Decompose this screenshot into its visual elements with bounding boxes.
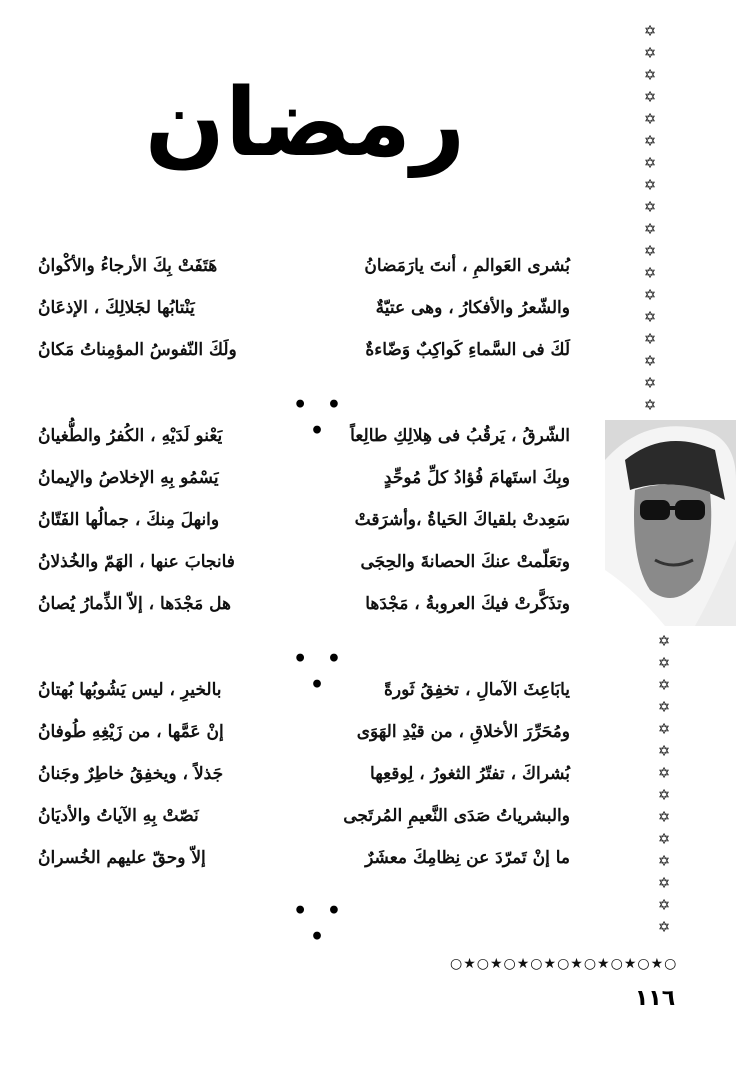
poem-title: رمضان (144, 68, 466, 178)
verse-second-hemistich: يَعْنو لَدَيْهِ ، الكُفرُ والطُّغيانُ (38, 426, 223, 446)
stanza-2 (38, 420, 570, 630)
verse (38, 250, 570, 292)
ornament-row: ○★○★○★○★○★○★○★○★○ (450, 956, 678, 972)
verse-first-hemistich: والشّعرُ والأفكارُ ، وهى عتيّةٌ (375, 298, 570, 318)
verse-first-hemistich: يابَاعِثَ الآمالِ ، تخفِقُ ثَورةً (384, 680, 570, 700)
verse-first-hemistich: لَكَ فى السَّماءِ كَواكِبٌ وَضّاءةٌ (365, 340, 570, 360)
portrait-image (605, 420, 736, 626)
ornament-icon: ✡ (643, 66, 657, 84)
verse (38, 842, 570, 884)
verse (38, 716, 570, 758)
poet-portrait (605, 420, 736, 626)
ornament-icon: ✡ (657, 852, 671, 870)
verse-second-hemistich: ولَكَ النّفوسُ المؤمِناتُ مَكانُ (38, 340, 237, 360)
ornament-border-top (633, 20, 667, 416)
verse (38, 546, 570, 588)
ornament-icon: ✡ (643, 176, 657, 194)
verse-first-hemistich: وتعَلّمتْ عنكَ الحصانةَ والحِجَى (360, 552, 570, 572)
stanza-1 (38, 250, 570, 376)
verse (38, 420, 570, 462)
ornament-icon: ✡ (643, 374, 657, 392)
verse-second-hemistich: هل مَجْدَها ، إلاّ الذِّمارُ يُصانُ (38, 594, 231, 614)
ornament-icon: ✡ (657, 918, 671, 936)
ornament-icon: ✡ (657, 874, 671, 892)
verse-second-hemistich: إلاّ وحقّ عليهم الخُسرانُ (38, 848, 206, 868)
verse-second-hemistich: يَسْمُو بِهِ الإخلاصُ والإيمانُ (38, 468, 219, 488)
ornament-icon: ✡ (657, 830, 671, 848)
stanza-separator: • • • (293, 898, 347, 950)
ornament-icon: ✡ (643, 220, 657, 238)
ornament-icon: ✡ (643, 308, 657, 326)
ornament-icon: ✡ (657, 720, 671, 738)
ornament-icon: ✡ (657, 632, 671, 650)
ornament-icon: ✡ (657, 764, 671, 782)
verse-second-hemistich: فانجابَ عنها ، الهَمّ والخُذلانُ (38, 552, 235, 572)
ornament-icon: ✡ (657, 808, 671, 826)
ornament-icon: ✡ (643, 242, 657, 260)
ornament-icon: ✡ (643, 198, 657, 216)
ornament-icon: ✡ (643, 154, 657, 172)
ornament-icon: ✡ (643, 330, 657, 348)
verse (38, 292, 570, 334)
verse-second-hemistich: إنْ عَمَّها ، من زَيْغِهِ طُوفانُ (38, 722, 224, 742)
stanza-3 (38, 674, 570, 884)
ornament-icon: ✡ (643, 22, 657, 40)
ornament-icon: ✡ (657, 698, 671, 716)
verse (38, 334, 570, 376)
page-number: ١١٦ (634, 986, 676, 1011)
verse-second-hemistich: يَنْتابُها لجَلالِكَ ، الإذعَانُ (38, 298, 195, 318)
ornament-icon: ✡ (643, 110, 657, 128)
verse-second-hemistich: وانهلَ مِنكَ ، جمالُها الفَتّانُ (38, 510, 220, 530)
verse (38, 588, 570, 630)
verse (38, 800, 570, 842)
ornament-icon: ✡ (643, 352, 657, 370)
ornament-icon: ✡ (643, 132, 657, 150)
verse-first-hemistich: بُشرى العَوالمِ ، أنتَ يارَمَضانُ (364, 256, 570, 276)
verse-second-hemistich: بالخيرِ ، ليس يَشُوبُها بُهتانُ (38, 680, 222, 700)
verse-first-hemistich: ومُحَرِّرَ الأخلاقِ ، من قيْدِ الهَوَى (356, 722, 570, 742)
verse-first-hemistich: سَعِدتْ بلقياكَ الحَياةُ ،وأشرَقتْ (354, 510, 570, 530)
stanza-separator: • • • (293, 646, 347, 698)
ornament-icon: ✡ (643, 88, 657, 106)
verse-first-hemistich: بُشراكَ ، تفتّرُ الثغورُ ، لِوقعِها (370, 764, 570, 784)
verse-first-hemistich: ما إنْ تَمرّدَ عن نِظامِكَ معشَرٌ (365, 848, 570, 868)
verse-first-hemistich: وبِكَ استَهامَ فُؤادُ كلِّ مُوحِّدٍ (383, 468, 570, 488)
verse (38, 758, 570, 800)
ornament-icon: ✡ (643, 396, 657, 414)
verse-first-hemistich: والبشرياتُ صَدَى النَّعيمِ المُرتَجى (343, 806, 570, 826)
verse-first-hemistich: الشّرقُ ، يَرقُبُ فى هِلالِكِ طالِعاً (350, 426, 570, 446)
verse (38, 504, 570, 546)
stanza-separator: • • • (293, 392, 347, 444)
ornament-icon: ✡ (657, 742, 671, 760)
ornament-icon: ✡ (657, 676, 671, 694)
verse-first-hemistich: وتذَكَّرتْ فيكَ العروبةُ ، مَجْدَها (365, 594, 570, 614)
ornament-icon: ✡ (643, 44, 657, 62)
verse-second-hemistich: نَصّتْ بِهِ الآياتُ والأديَانُ (38, 806, 199, 826)
ornament-icon: ✡ (657, 786, 671, 804)
ornament-icon: ✡ (657, 654, 671, 672)
ornament-icon: ✡ (643, 264, 657, 282)
ornament-icon: ✡ (657, 896, 671, 914)
verse (38, 462, 570, 504)
verse-second-hemistich: هَتَفَتْ بِكَ الأرجاءُ والأكْوانُ (38, 256, 218, 276)
ornament-icon: ✡ (643, 286, 657, 304)
verse-second-hemistich: جَذلاً ، ويخفِقُ خاطِرٌ وجَنانُ (38, 764, 224, 784)
ornament-border-bottom (647, 630, 681, 938)
verse (38, 674, 570, 716)
